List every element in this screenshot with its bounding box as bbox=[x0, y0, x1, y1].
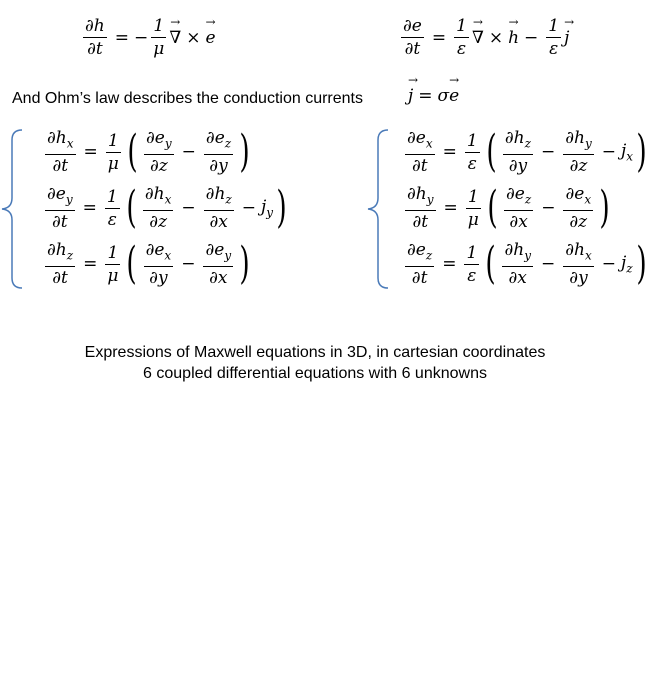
lhs-derivative: $\frac{\partial h_y}{\partial t}$ bbox=[407, 184, 434, 233]
right-paren: ) bbox=[636, 126, 647, 178]
partial-term-a: $\frac{\partial e_x}{\partial y}$ bbox=[145, 240, 172, 289]
caption-line-1: Expressions of Maxwell equations in 3D, in cartesian coordinates bbox=[84, 344, 546, 361]
coefficient: $\frac{1}{\varepsilon}$ bbox=[466, 242, 478, 286]
equation-row: $\frac{\partial e_x}{\partial t}$ = $\frac{1}{\varepsilon}$ ( $\frac{\partial h_z}{\partial y}$ − $\frac{\partial h_y}{\partial z}$ − $j_x$ ) bbox=[407, 126, 647, 178]
current-term: $j_y$ bbox=[261, 197, 274, 220]
partial-term-a: $\frac{\partial h_y}{\partial x}$ bbox=[504, 240, 531, 289]
right-paren: ) bbox=[276, 182, 287, 234]
coefficient: $\frac{1}{\mu}$ bbox=[467, 186, 479, 230]
partial-term-b: $\frac{\partial e_y}{\partial x}$ bbox=[205, 240, 232, 289]
left-brace-icon bbox=[0, 128, 24, 290]
lhs-derivative: $\frac{\partial e_z}{\partial t}$ bbox=[407, 240, 433, 289]
coefficient: $\frac{1}{\varepsilon}$ bbox=[466, 130, 478, 174]
partial-term-b: $\frac{\partial h_z}{\partial x}$ bbox=[205, 184, 232, 233]
partial-term-b: $\frac{\partial e_z}{\partial y}$ bbox=[205, 128, 232, 177]
left-paren: ( bbox=[127, 126, 138, 178]
partial-term-a: $\frac{\partial e_y}{\partial z}$ bbox=[146, 128, 172, 177]
right-paren: ) bbox=[239, 238, 250, 290]
partial-term-a: $\frac{\partial e_z}{\partial x}$ bbox=[506, 184, 532, 233]
left-paren: ( bbox=[126, 182, 137, 234]
partial-term-a: $\frac{\partial h_z}{\partial y}$ bbox=[504, 128, 531, 177]
current-term: $j_x$ bbox=[621, 141, 634, 164]
equation-row: $\frac{\partial e_z}{\partial t}$ = $\frac{1}{\varepsilon}$ ( $\frac{\partial h_y}{\partial x}$ − $\frac{\partial h_x}{\partial y}$ − $j_z$ ) bbox=[407, 238, 647, 290]
partial-term-b: $\frac{\partial h_x}{\partial y}$ bbox=[565, 240, 592, 289]
lhs-derivative: $\frac{\partial h_z}{\partial t}$ bbox=[47, 240, 74, 289]
ohm-law-text: And Ohm’s law describes the conduction currents bbox=[12, 90, 363, 107]
partial-term-b: $\frac{\partial h_y}{\partial z}$ bbox=[565, 128, 592, 177]
partial-term-b: $\frac{\partial e_x}{\partial z}$ bbox=[565, 184, 592, 233]
coefficient: $\frac{1}{\mu}$ bbox=[107, 130, 119, 174]
lhs-fraction: $\frac{\partial h}{\partial t}$ bbox=[85, 16, 105, 59]
equation-row: $\frac{\partial e_y}{\partial t}$ = $\frac{1}{\varepsilon}$ ( $\frac{\partial h_x}{\partial z}$ − $\frac{\partial h_z}{\partial x}$ − $j_y$ ) bbox=[47, 182, 287, 234]
right-brace-icon bbox=[366, 128, 390, 290]
partial-term-a: $\frac{\partial h_x}{\partial z}$ bbox=[144, 184, 172, 233]
current-term: $j_z$ bbox=[621, 253, 633, 276]
left-paren: ( bbox=[487, 182, 498, 234]
lhs-derivative: $\frac{\partial e_x}{\partial t}$ bbox=[407, 128, 433, 177]
left-paren: ( bbox=[126, 238, 138, 290]
ohm-law-equation: → j = σ → e bbox=[408, 86, 459, 106]
coefficient: $\frac{1}{\mu}$ bbox=[107, 242, 119, 286]
equation-row: $\frac{\partial h_y}{\partial t}$ = $\frac{1}{\mu}$ ( $\frac{\partial e_z}{\partial x}$ − $\frac{\partial e_x}{\partial z}$ ) bbox=[407, 182, 610, 234]
left-paren: ( bbox=[485, 238, 497, 290]
ampere-equation: $\frac{\partial e}{\partial t}$ = $\frac{1}{\varepsilon}$ → ∇ × → h − $\frac{1}{\varepsilon}$ → j bbox=[398, 16, 569, 59]
equation-row: $\frac{\partial h_z}{\partial t}$ = $\frac{1}{\mu}$ ( $\frac{\partial e_x}{\partial y}$ − $\frac{\partial e_y}{\partial x}$ ) bbox=[47, 238, 250, 290]
equation-row: $\frac{\partial h_x}{\partial t}$ = $\frac{1}{\mu}$ ( $\frac{\partial e_y}{\partial z}$ − $\frac{\partial e_z}{\partial y}$ ) bbox=[47, 126, 250, 178]
right-paren: ) bbox=[239, 126, 250, 178]
lhs-derivative: $\frac{\partial h_x}{\partial t}$ bbox=[47, 128, 74, 177]
lhs-derivative: $\frac{\partial e_y}{\partial t}$ bbox=[47, 184, 73, 233]
right-paren: ) bbox=[636, 238, 647, 290]
left-paren: ( bbox=[486, 126, 497, 178]
caption-line-2: 6 coupled differential equations with 6 unknowns bbox=[143, 365, 487, 382]
coefficient: $\frac{1}{\varepsilon}$ bbox=[106, 186, 118, 230]
faraday-equation: $\frac{\partial h}{\partial t}$ = − $\frac{1}{\mu}$ → ∇ × → e bbox=[80, 16, 216, 59]
right-paren: ) bbox=[599, 182, 610, 234]
